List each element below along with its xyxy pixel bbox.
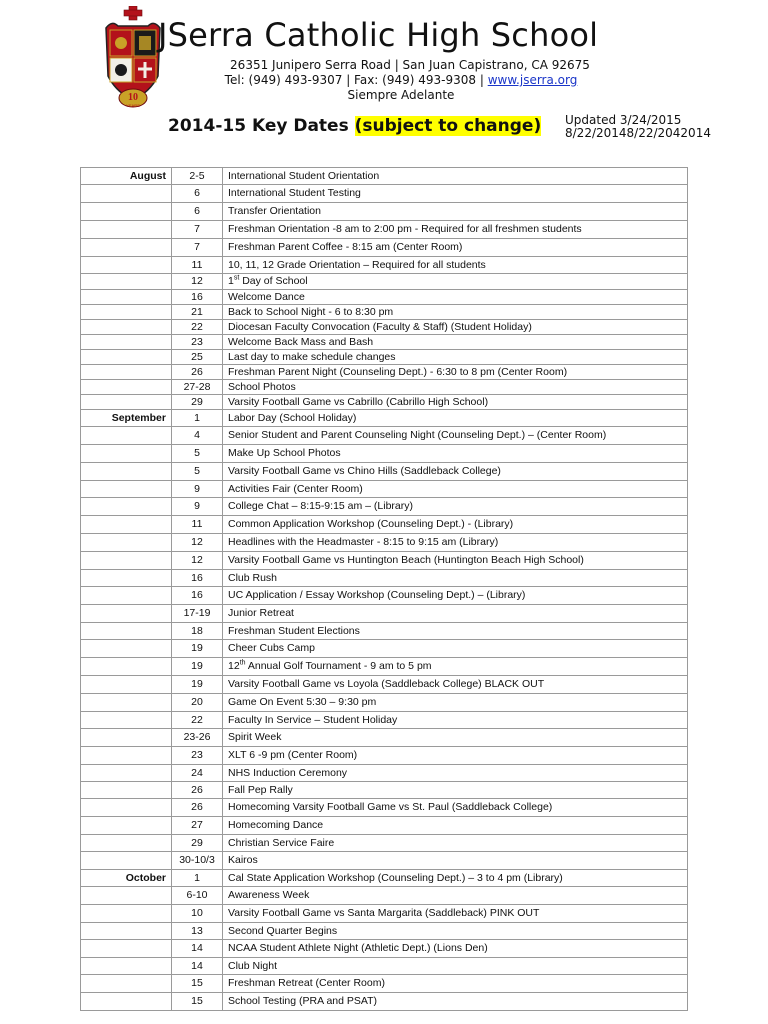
day-cell: 4 [172,427,223,445]
table-row [81,350,688,365]
school-name: JSerra Catholic High School [158,16,599,54]
month-cell [81,534,172,552]
event-cell: Club Rush [223,570,688,587]
month-cell: October [81,870,172,887]
event-cell: Transfer Orientation [223,203,688,221]
event-cell: Freshman Orientation -8 am to 2:00 pm - Required for all freshmen students [223,221,688,239]
month-cell [81,552,172,570]
event-cell: NCAA Student Athlete Night (Athletic Dept.) (Lions Den) [223,940,688,958]
table-row [81,870,688,887]
day-cell: 22 [172,712,223,729]
tel-fax: Tel: (949) 493-9307 | Fax: (949) 493-9308 | [224,73,488,87]
event-cell: Game On Event 5:30 – 9:30 pm [223,694,688,712]
day-cell: 6 [172,203,223,221]
day-cell: 29 [172,835,223,852]
event-cell: UC Application / Essay Workshop (Counseling Dept.) – (Library) [223,587,688,605]
ordinal-number: 1 [228,275,234,287]
table-row [81,320,688,335]
crest-badge-caption: YEARS [126,103,140,108]
subject-to-change-highlight: (subject to change) [354,116,542,136]
day-cell: 11 [172,516,223,534]
table-row [81,940,688,958]
table-row [81,993,688,1011]
month-cell [81,975,172,993]
day-cell: 9 [172,498,223,516]
table-row [81,835,688,852]
website-link[interactable]: www.jserra.org [487,73,578,87]
day-cell: 1 [172,410,223,427]
table-row [81,587,688,605]
event-cell: Club Night [223,958,688,975]
day-cell: 7 [172,221,223,239]
table-row [81,799,688,817]
day-cell: 13 [172,923,223,940]
table-row [81,676,688,694]
month-cell [81,658,172,676]
table-row [81,380,688,395]
day-cell: 18 [172,623,223,640]
table-row [81,365,688,380]
event-cell: Varsity Football Game vs Cabrillo (Cabrillo High School) [223,395,688,410]
ordinal-suffix: th [239,659,246,667]
event-cell: Spirit Week [223,729,688,747]
table-row [81,923,688,940]
day-cell: 1 [172,870,223,887]
month-cell [81,676,172,694]
day-cell: 15 [172,975,223,993]
day-cell: 27 [172,817,223,835]
event-cell: Freshman Student Elections [223,623,688,640]
table-row [81,712,688,729]
month-cell [81,958,172,975]
event-cell: Faculty In Service – Student Holiday [223,712,688,729]
table-row [81,239,688,257]
day-cell: 16 [172,570,223,587]
table-row [81,185,688,203]
day-cell: 15 [172,993,223,1011]
table-row [81,623,688,640]
table-row [81,427,688,445]
event-text: Day of School [242,275,308,287]
event-cell: Freshman Parent Coffee - 8:15 am (Center Room) [223,239,688,257]
month-cell [81,835,172,852]
table-row [81,203,688,221]
table-row [81,694,688,712]
event-cell: Freshman Retreat (Center Room) [223,975,688,993]
table-row [81,335,688,350]
day-cell: 2-5 [172,168,223,185]
month-cell [81,498,172,516]
table-row [81,221,688,239]
month-cell [81,463,172,481]
event-cell [223,658,688,676]
month-cell [81,290,172,305]
event-cell: Varsity Football Game vs Santa Margarita (Saddleback) PINK OUT [223,905,688,923]
month-cell [81,335,172,350]
table-row [81,534,688,552]
month-cell [81,905,172,923]
table-row [81,463,688,481]
event-cell: Second Quarter Begins [223,923,688,940]
month-cell [81,395,172,410]
month-cell [81,799,172,817]
day-cell: 24 [172,765,223,782]
table-row [81,729,688,747]
day-cell: 9 [172,481,223,498]
table-row [81,481,688,498]
day-cell: 14 [172,958,223,975]
month-cell [81,350,172,365]
month-cell [81,852,172,870]
event-cell: International Student Orientation [223,168,688,185]
table-row [81,905,688,923]
table-row [81,168,688,185]
table-row [81,747,688,765]
event-cell: Kairos [223,852,688,870]
event-cell: Labor Day (School Holiday) [223,410,688,427]
event-cell: Cal State Application Workshop (Counseling Dept.) – 3 to 4 pm (Library) [223,870,688,887]
ordinal-suffix: st [233,274,240,282]
day-cell: 10 [172,905,223,923]
month-cell: August [81,168,172,185]
day-cell: 23-26 [172,729,223,747]
table-row [81,395,688,410]
event-cell: Headlines with the Headmaster - 8:15 to 9:15 am (Library) [223,534,688,552]
table-row [81,257,688,274]
event-cell: School Photos [223,380,688,395]
event-cell: Activities Fair (Center Room) [223,481,688,498]
day-cell: 26 [172,365,223,380]
month-cell [81,221,172,239]
event-cell: Homecoming Dance [223,817,688,835]
day-cell: 14 [172,940,223,958]
month-cell [81,782,172,799]
month-cell [81,887,172,905]
month-cell [81,729,172,747]
month-cell [81,203,172,221]
event-cell: International Student Testing [223,185,688,203]
updated-note [565,114,711,140]
ordinal-number: 12 [228,660,240,672]
day-cell: 25 [172,350,223,365]
event-cell: Varsity Football Game vs Huntington Beach (Huntington Beach High School) [223,552,688,570]
day-cell: 21 [172,305,223,320]
month-cell [81,320,172,335]
event-cell: Make Up School Photos [223,445,688,463]
day-cell: 19 [172,640,223,658]
school-motto: Siempre Adelante [347,88,455,102]
month-cell [81,570,172,587]
month-cell [81,587,172,605]
month-cell [81,817,172,835]
day-cell: 19 [172,658,223,676]
table-row [81,516,688,534]
page-title [168,116,541,136]
day-cell: 7 [172,239,223,257]
event-cell: Fall Pep Rally [223,782,688,799]
month-cell [81,712,172,729]
event-cell: Cheer Cubs Camp [223,640,688,658]
table-row [81,887,688,905]
month-cell [81,765,172,782]
day-cell: 12 [172,552,223,570]
title-text: 2014-15 Key Dates [168,116,355,136]
month-cell [81,239,172,257]
day-cell: 23 [172,335,223,350]
event-cell: Common Application Workshop (Counseling Dept.) - (Library) [223,516,688,534]
event-cell: Freshman Parent Night (Counseling Dept.) - 6:30 to 8 pm (Center Room) [223,365,688,380]
month-cell [81,427,172,445]
table-row [81,640,688,658]
school-address: 26351 Junipero Serra Road | San Juan Capistrano, CA 92675 [230,58,590,72]
day-cell: 5 [172,445,223,463]
day-cell: 12 [172,274,223,290]
month-cell [81,185,172,203]
updated-overlap-text: 8/22/20148/22/2042014 [565,126,711,140]
table-row [81,817,688,835]
event-cell: Junior Retreat [223,605,688,623]
month-cell [81,445,172,463]
event-cell [223,274,688,290]
month-cell [81,365,172,380]
month-cell [81,516,172,534]
month-cell [81,923,172,940]
crest-badge-number: 10 [128,92,138,103]
table-row [81,552,688,570]
day-cell: 11 [172,257,223,274]
table-row [81,765,688,782]
table-row [81,274,688,290]
month-cell [81,940,172,958]
day-cell: 17-19 [172,605,223,623]
table-row [81,290,688,305]
day-cell: 23 [172,747,223,765]
month-cell [81,640,172,658]
day-cell: 16 [172,587,223,605]
event-cell: Last day to make schedule changes [223,350,688,365]
month-cell [81,481,172,498]
month-cell [81,623,172,640]
event-cell: Back to School Night - 6 to 8:30 pm [223,305,688,320]
table-row [81,852,688,870]
month-cell: September [81,410,172,427]
event-cell: Welcome Back Mass and Bash [223,335,688,350]
day-cell: 5 [172,463,223,481]
day-cell: 12 [172,534,223,552]
day-cell: 16 [172,290,223,305]
updated-date: Updated 3/24/2015 [565,113,682,127]
month-cell [81,257,172,274]
day-cell: 26 [172,782,223,799]
event-cell: Homecoming Varsity Football Game vs St. Paul (Saddleback College) [223,799,688,817]
day-cell: 6-10 [172,887,223,905]
day-cell: 30-10/3 [172,852,223,870]
event-cell: 10, 11, 12 Grade Orientation – Required for all students [223,257,688,274]
event-cell: Awareness Week [223,887,688,905]
month-cell [81,305,172,320]
event-cell: XLT 6 -9 pm (Center Room) [223,747,688,765]
event-cell: NHS Induction Ceremony [223,765,688,782]
month-cell [81,380,172,395]
table-row [81,410,688,427]
month-cell [81,605,172,623]
day-cell: 20 [172,694,223,712]
month-cell [81,274,172,290]
event-cell: Varsity Football Game vs Chino Hills (Saddleback College) [223,463,688,481]
table-row [81,305,688,320]
day-cell: 22 [172,320,223,335]
month-cell [81,747,172,765]
table-row [81,498,688,516]
day-cell: 27-28 [172,380,223,395]
table-row [81,975,688,993]
event-cell: Welcome Dance [223,290,688,305]
event-cell: Senior Student and Parent Counseling Night (Counseling Dept.) – (Center Room) [223,427,688,445]
day-cell: 26 [172,799,223,817]
day-cell: 6 [172,185,223,203]
day-cell: 29 [172,395,223,410]
table-row [81,958,688,975]
event-cell: Christian Service Faire [223,835,688,852]
day-cell: 19 [172,676,223,694]
month-cell [81,993,172,1011]
table-row [81,570,688,587]
event-cell: Varsity Football Game vs Loyola (Saddleback College) BLACK OUT [223,676,688,694]
table-row [81,782,688,799]
event-cell: School Testing (PRA and PSAT) [223,993,688,1011]
table-row [81,605,688,623]
month-cell [81,694,172,712]
table-row [81,445,688,463]
event-text: Annual Golf Tournament - 9 am to 5 pm [247,660,432,672]
event-cell: Diocesan Faculty Convocation (Faculty & Staff) (Student Holiday) [223,320,688,335]
event-cell: College Chat – 8:15-9:15 am – (Library) [223,498,688,516]
key-dates-table [80,167,688,1011]
table-row [81,658,688,676]
contact-line [0,73,768,87]
